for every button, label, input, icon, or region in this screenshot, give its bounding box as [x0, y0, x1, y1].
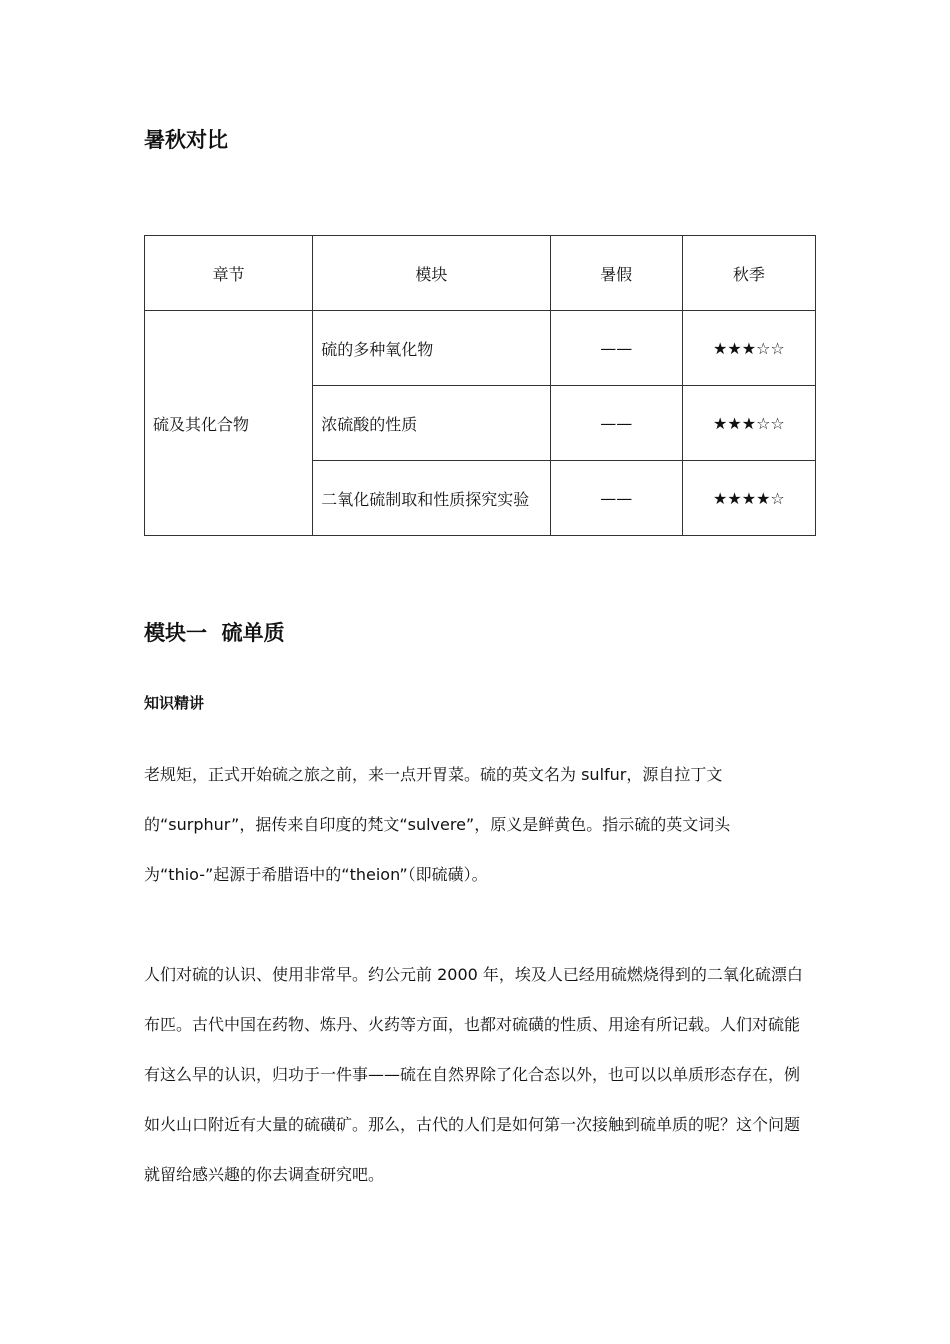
summer-cell: ——: [550, 386, 682, 461]
header-chapter: 章节: [145, 236, 313, 311]
section-title-module-one: 模块一 硫单质: [144, 621, 285, 645]
header-autumn: 秋季: [682, 236, 815, 311]
chapter-cell: 硫及其化合物: [145, 311, 313, 536]
paragraph-history: 人们对硫的认识、使用非常早。约公元前 2000 年，埃及人已经用硫燃烧得到的二氧化硫漂白布匹。古代中国在药物、炼丹、火药等方面，也都对硫磺的性质、用途有所记载。人们对硫能有这么早的认识，归功于一件事——硫在自然界除了化合态以外，也可以以单质形态存在，例如火山口附近有大量的硫磺矿。那么，古代的人们是如何第一次接触到硫单质的呢？这个问题就留给感兴趣的你去调查研究吧。: [144, 965, 803, 1184]
section-title-comparison: 暑秋对比: [144, 128, 228, 152]
table-row: [145, 311, 816, 386]
header-summer: 暑假: [550, 236, 682, 311]
header-module: 模块: [313, 236, 550, 311]
autumn-rating: ★★★★☆: [682, 461, 815, 536]
module-cell: 二氧化硫制取和性质探究实验: [313, 461, 550, 536]
comparison-table: [144, 235, 816, 536]
subsection-title-knowledge: 知识精讲: [144, 694, 205, 712]
module-cell: 硫的多种氧化物: [313, 311, 550, 386]
summer-cell: ——: [550, 311, 682, 386]
paragraph-intro: 老规矩，正式开始硫之旅之前，来一点开胃菜。硫的英文名为 sulfur，源自拉丁文的“surphur”，据传来自印度的梵文“sulvere”，原义是鲜黄色。指示硫的英文词头为“thio-”起源于希腊语中的“theion”（即硫磺）。: [144, 765, 731, 884]
module-cell: 浓硫酸的性质: [313, 386, 550, 461]
autumn-rating: ★★★☆☆: [682, 311, 815, 386]
autumn-rating: ★★★☆☆: [682, 386, 815, 461]
table-header-row: [145, 236, 816, 311]
summer-cell: ——: [550, 461, 682, 536]
